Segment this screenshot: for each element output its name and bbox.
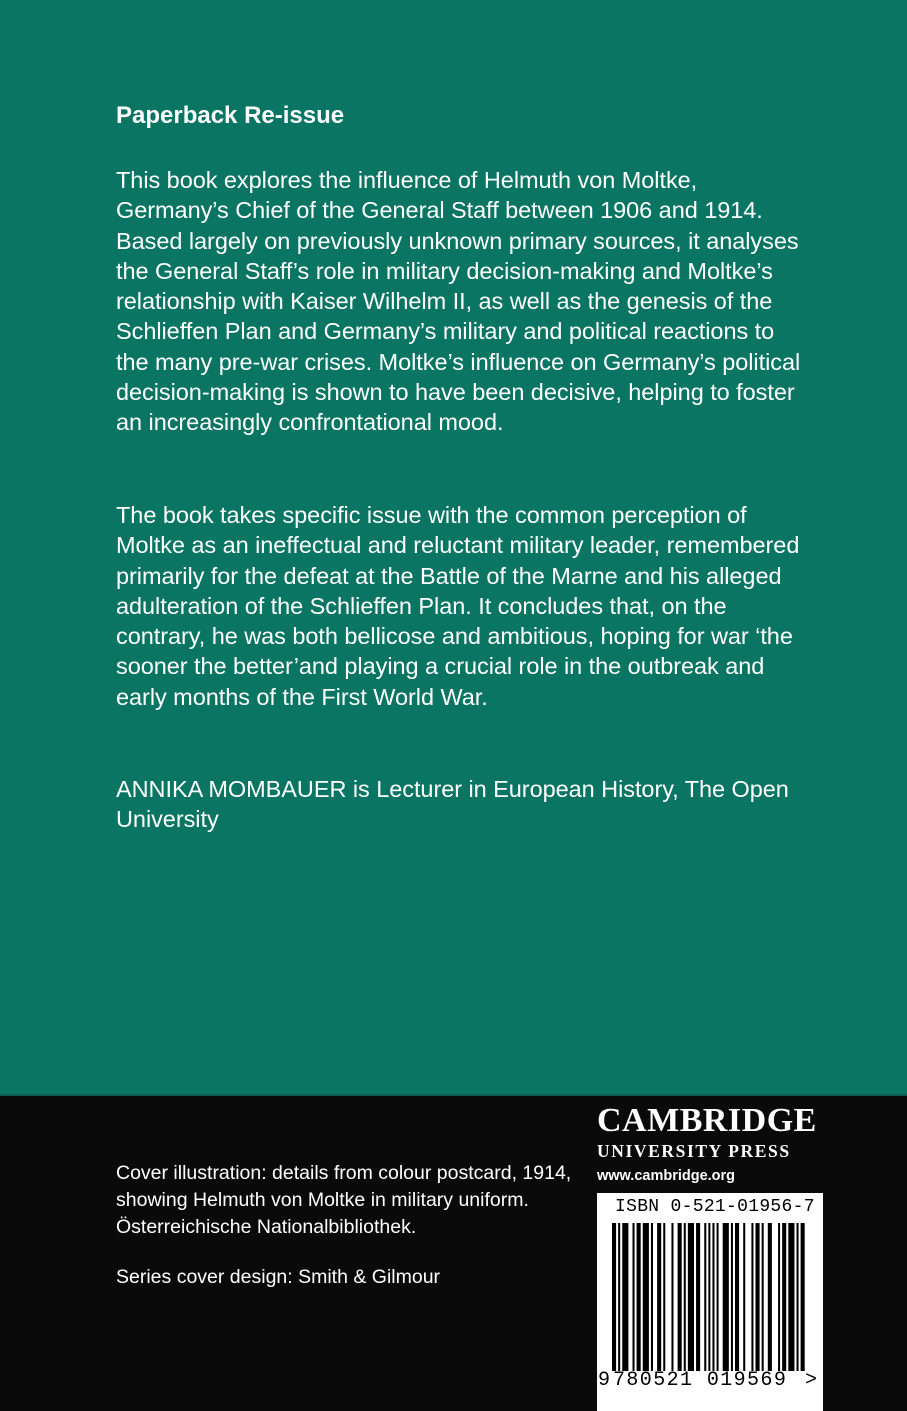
- publisher-band: [0, 1096, 907, 1392]
- cover-illustration-credit: Cover illustration: details from colour postcard, 1914, showing Helmuth von Moltke in military uniform. Österreichische Nationalbibliothek.: [116, 1162, 572, 1238]
- publisher-url: www.cambridge.org: [597, 1168, 736, 1184]
- reissue-heading: Paperback Re-issue: [116, 102, 345, 129]
- publisher-name: CAMBRIDGE: [597, 1102, 817, 1139]
- blurb-paragraph-2: The book takes specific issue with the common perception of Moltke as an ineffectual and reluctant military leader, remembered primarily for the defeat at the Battle of the Marne and his alleged adulteration of the Schlieffen Plan. It concludes that, on the contrary, he was both bellicose and ambitious, hoping for war ‘the sooner the better’and playing a crucial role in the outbreak and early months of the First World War.: [116, 502, 800, 710]
- isbn-label: ISBN 0-521-01956-7: [615, 1197, 815, 1217]
- isbn-barcode-box: [597, 1193, 823, 1411]
- author-bio: ANNIKA MOMBAUER is Lecturer in European History, The Open University: [116, 776, 789, 833]
- publisher-logo: [597, 1102, 827, 1188]
- ean-arrow: >: [805, 1369, 818, 1392]
- series-design-credit: Series cover design: Smith & Gilmour: [116, 1266, 441, 1288]
- ean-first-digit: 9: [598, 1369, 611, 1392]
- blurb-paragraph-1: This book explores the influence of Helmuth von Moltke, Germany’s Chief of the General Staff between 1906 and 1914. Based largely on previously unknown primary sources, it analyses the General Staff’s role in military decision-making and Moltke’s relationship with Kaiser Wilhelm II, as well as the genesis of the Schlieffen Plan and Germany’s military and political reactions to the many pre-war crises. Moltke’s influence on Germany’s political decision-making is shown to have been decisive, helping to foster an increasingly confrontational mood.: [116, 167, 801, 436]
- publisher-press: UNIVERSITY PRESS: [597, 1141, 791, 1161]
- ean-digits: 780521 019569: [613, 1369, 788, 1392]
